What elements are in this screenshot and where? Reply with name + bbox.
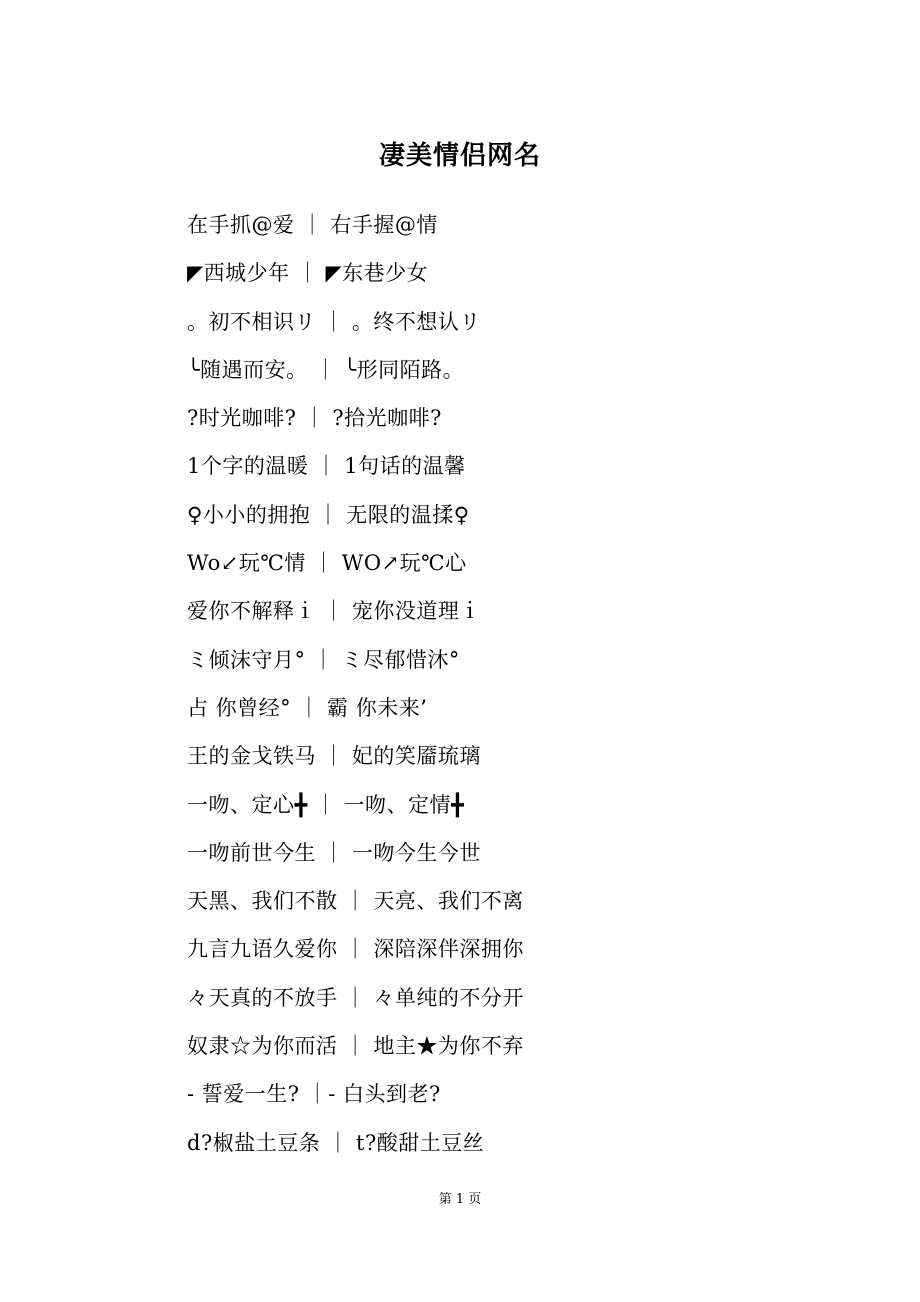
nickname-line: 一吻、定心╋ ｜ 一吻、定情╋ — [187, 792, 465, 817]
nickname-line: 奴隶☆为你而活 ｜ 地主★为你不弃 — [187, 1034, 524, 1059]
nickname-line: ミ倾沫守月° ｜ ミ尽郁惜沐° — [187, 647, 460, 672]
nickname-line: 々天真的不放手 ｜ 々单纯的不分开 — [187, 985, 524, 1010]
nickname-line: 王的金戈铁马 ｜ 妃的笑靥琉璃 — [187, 744, 481, 769]
nickname-line: ◤西城少年 ｜ ◤东巷少女 — [187, 261, 429, 286]
nickname-line: Wo↙玩℃情 ｜ WO↗玩℃心 — [187, 551, 467, 576]
nickname-line: 在手抓@爱 ｜ 右手握@情 — [187, 213, 438, 237]
nickname-list — [187, 206, 827, 1172]
nickname-line: 九言九语久爱你 ｜ 深陪深伴深拥你 — [187, 937, 524, 962]
nickname-line: 占 你曾经° ｜ 霸 你未来’ — [187, 695, 428, 720]
nickname-line: 。初不相识リ ｜ 。终不想认リ — [187, 309, 481, 334]
nickname-line: 1个字的温暖 ｜ 1句话的温馨 — [187, 454, 466, 479]
page-title: 凄美情侣网名 — [378, 141, 541, 171]
nickname-line: 爱你不解释ｉ ｜ 宠你没道理ｉ — [187, 599, 481, 624]
nickname-line: 一吻前世今生 ｜ 一吻今生今世 — [187, 840, 481, 865]
nickname-line: ╰随遇而安。 ｜ ╰形同陌路。 — [187, 357, 465, 382]
nickname-line: 天黑、我们不散 ｜ 天亮、我们不离 — [187, 889, 524, 914]
nickname-line: ♀小小的拥抱 ｜ 无限的温揉♀ — [187, 502, 470, 527]
nickname-line: ?时光咖啡? ｜ ?拾光咖啡? — [187, 406, 442, 431]
page-number: 第 1 页 — [438, 1192, 482, 1207]
nickname-line: - 誓爱一生? ｜- 白头到老? — [187, 1082, 441, 1107]
nickname-line: d?椒盐土豆条 ｜ t?酸甜土豆丝 — [187, 1130, 485, 1155]
